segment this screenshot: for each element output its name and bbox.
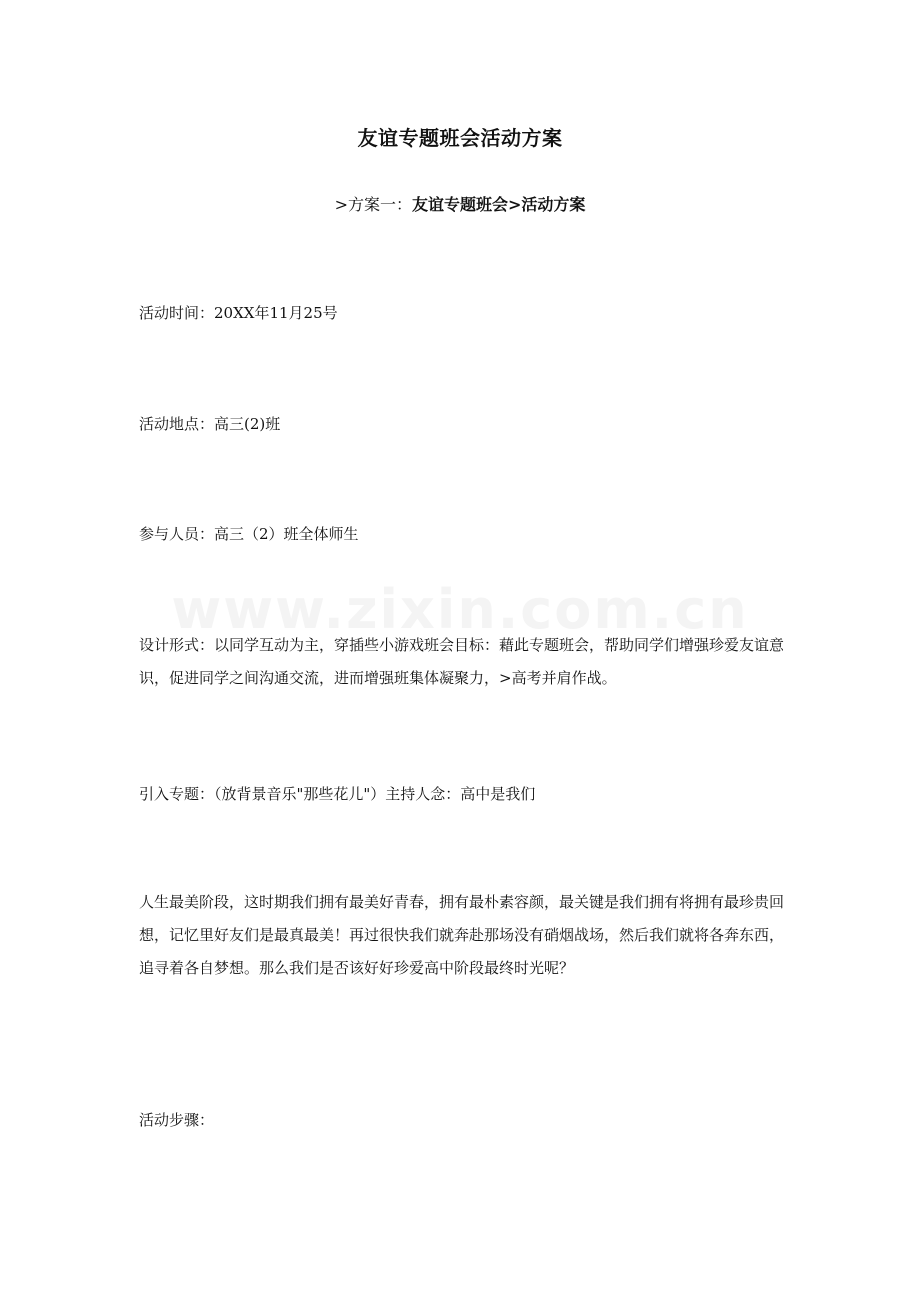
paragraph-activity-place: 活动地点：高三(2)班 xyxy=(139,415,281,433)
document-subtitle xyxy=(0,192,920,215)
document-title: 友谊专题班会活动方案 xyxy=(357,126,563,150)
paragraph-story: 人生最美阶段，这时期我们拥有最美好青春，拥有最朴素容颜，最关键是我们拥有将拥有最珍贵回想，记忆里好友们是最真最美！再过很快我们就奔赴那场没有硝烟战场，然后我们就将各奔东西，追寻着各自梦想。那么我们是否该好好珍爱高中阶段最终时光呢？ xyxy=(139,893,785,977)
paragraph-activity-time: 活动时间：20XX年11月25号 xyxy=(139,304,338,322)
paragraph-design-and-goals: 设计形式：以同学互动为主，穿插些小游戏班会目标：藉此专题班会，帮助同学们增强珍爱友谊意识，促进同学之间沟通交流，进而增强班集体凝聚力，>高考并肩作战。 xyxy=(139,636,785,687)
subtitle-prefix: >方案一： xyxy=(334,195,412,214)
watermark: www.zixin.com.cn xyxy=(171,578,749,641)
subtitle-main: 友谊专题班会>活动方案 xyxy=(412,195,586,214)
paragraph-participants: 参与人员：高三（2）班全体师生 xyxy=(139,525,359,543)
paragraph-activity-steps: 活动步骤： xyxy=(139,1111,215,1129)
paragraph-intro-topic: 引入专题：（放背景音乐"那些花儿"）主持人念：高中是我们 xyxy=(139,785,536,803)
